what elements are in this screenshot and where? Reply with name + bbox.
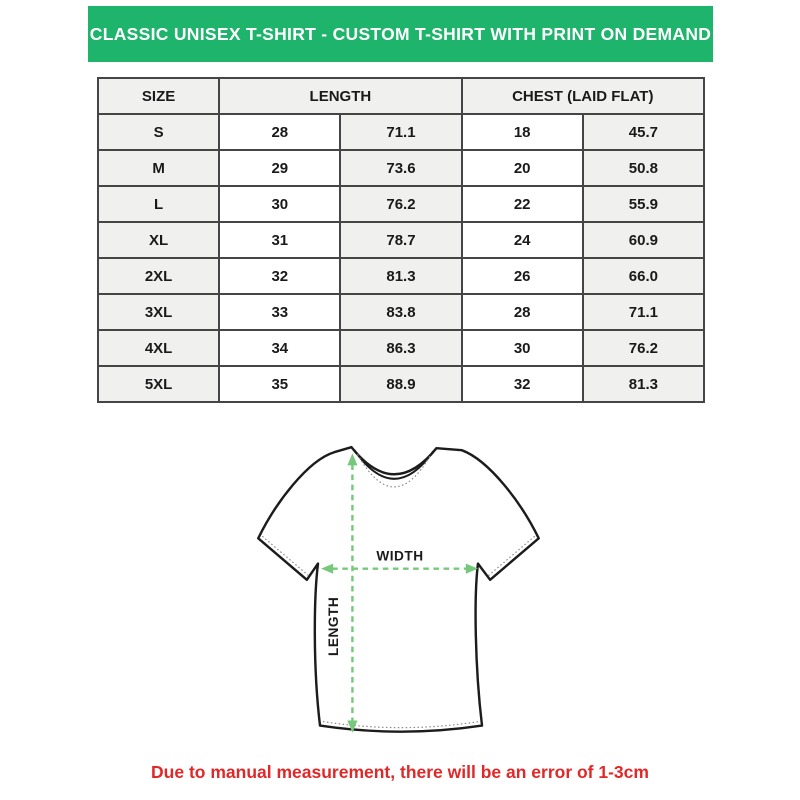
length-cm-cell: 78.7 bbox=[340, 222, 461, 258]
length-in-cell: 32 bbox=[219, 258, 340, 294]
chest-in-cell: 18 bbox=[462, 114, 583, 150]
width-label: WIDTH bbox=[376, 548, 424, 564]
length-in-cell: 31 bbox=[219, 222, 340, 258]
length-cm-cell: 76.2 bbox=[340, 186, 461, 222]
chest-cm-cell: 71.1 bbox=[583, 294, 704, 330]
chest-cm-cell: 55.9 bbox=[583, 186, 704, 222]
chest-cm-cell: 66.0 bbox=[583, 258, 704, 294]
size-cell: 2XL bbox=[98, 258, 219, 294]
measurement-error-note: Due to manual measurement, there will be an error of 1-3cm bbox=[151, 762, 649, 782]
length-in-cell: 33 bbox=[219, 294, 340, 330]
table-row bbox=[98, 222, 704, 258]
tshirt-outline bbox=[258, 447, 538, 732]
size-cell: S bbox=[98, 114, 219, 150]
chest-in-cell: 26 bbox=[462, 258, 583, 294]
length-cm-cell: 86.3 bbox=[340, 330, 461, 366]
table-header-row bbox=[98, 78, 704, 114]
tshirt-measurement-diagram bbox=[238, 434, 562, 758]
chest-in-cell: 24 bbox=[462, 222, 583, 258]
table-row bbox=[98, 330, 704, 366]
length-in-cell: 35 bbox=[219, 366, 340, 402]
table-row bbox=[98, 258, 704, 294]
title-banner bbox=[88, 6, 713, 62]
tshirt-diagram-svg bbox=[238, 434, 562, 758]
size-column-header: SIZE bbox=[98, 78, 219, 114]
chest-cm-cell: 60.9 bbox=[583, 222, 704, 258]
size-cell: M bbox=[98, 150, 219, 186]
chest-in-cell: 22 bbox=[462, 186, 583, 222]
chest-in-cell: 28 bbox=[462, 294, 583, 330]
table-row bbox=[98, 186, 704, 222]
chest-in-cell: 20 bbox=[462, 150, 583, 186]
chest-cm-cell: 81.3 bbox=[583, 366, 704, 402]
table-row bbox=[98, 366, 704, 402]
chest-cm-cell: 76.2 bbox=[583, 330, 704, 366]
length-in-cell: 34 bbox=[219, 330, 340, 366]
length-column-header: LENGTH bbox=[219, 78, 461, 114]
chest-column-header: CHEST (LAID FLAT) bbox=[462, 78, 704, 114]
table-row bbox=[98, 114, 704, 150]
length-label: LENGTH bbox=[326, 596, 342, 656]
chest-cm-cell: 50.8 bbox=[583, 150, 704, 186]
length-cm-cell: 71.1 bbox=[340, 114, 461, 150]
length-in-cell: 28 bbox=[219, 114, 340, 150]
chest-in-cell: 30 bbox=[462, 330, 583, 366]
size-cell: L bbox=[98, 186, 219, 222]
size-cell: 3XL bbox=[98, 294, 219, 330]
chest-in-cell: 32 bbox=[462, 366, 583, 402]
length-cm-cell: 83.8 bbox=[340, 294, 461, 330]
size-cell: 5XL bbox=[98, 366, 219, 402]
length-in-cell: 30 bbox=[219, 186, 340, 222]
size-cell: XL bbox=[98, 222, 219, 258]
size-table bbox=[97, 77, 705, 403]
size-cell: 4XL bbox=[98, 330, 219, 366]
length-cm-cell: 88.9 bbox=[340, 366, 461, 402]
page-title: CLASSIC UNISEX T-SHIRT - CUSTOM T-SHIRT WITH PRINT ON DEMAND bbox=[89, 23, 712, 44]
length-cm-cell: 73.6 bbox=[340, 150, 461, 186]
chest-cm-cell: 45.7 bbox=[583, 114, 704, 150]
length-in-cell: 29 bbox=[219, 150, 340, 186]
table-row bbox=[98, 294, 704, 330]
table-row bbox=[98, 150, 704, 186]
length-cm-cell: 81.3 bbox=[340, 258, 461, 294]
